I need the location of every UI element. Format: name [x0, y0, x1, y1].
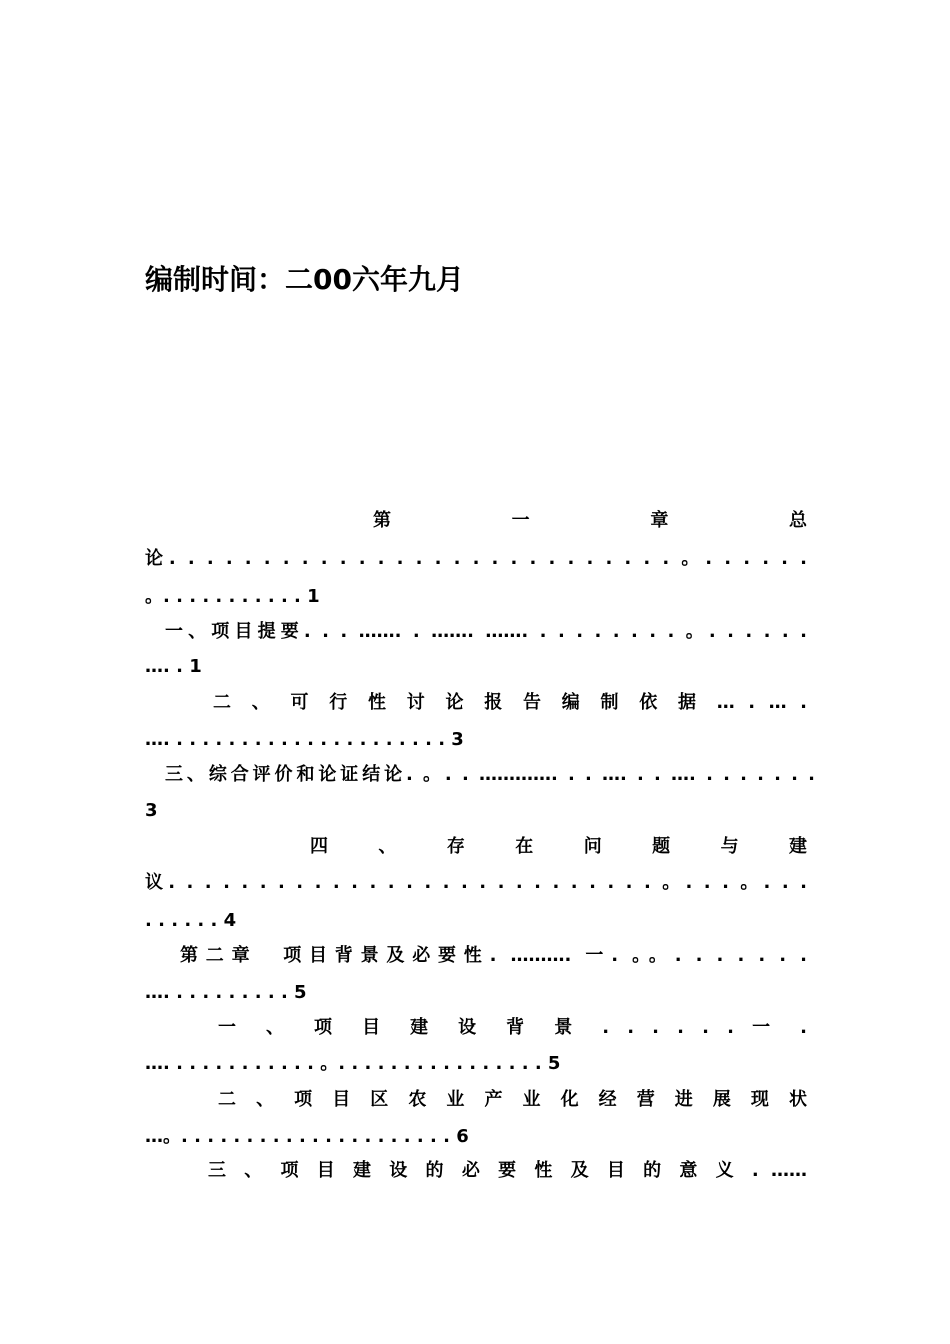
toc-line: …。. . . . . . . . . . . . . . . . . . . . . 6: [145, 1126, 469, 1147]
toc-line: …. . . . . . . . . . 5: [145, 982, 307, 1003]
toc-line: 三 、 项 目 建 设 的 必 要 性 及 目 的 意 义 . ……: [208, 1160, 807, 1181]
toc-line: 一 、 项 目 建 设 背 景 . . . . . . 一 .: [218, 1017, 807, 1038]
toc-line: …. . . . . . . . . . . . . . . . . . . . . . 3: [145, 729, 464, 750]
toc-line: 3: [145, 800, 158, 821]
compile-date-line: 编制时间：二00六年九月: [145, 263, 464, 296]
toc-line: 三、综合评价和论证结论. 。. . …………. . . …. . . …. . . . . . . .: [165, 764, 815, 785]
toc-line: 论. . . . . . . . . . . . . . . . . . . . . . . . . . . 。. . . . . .: [145, 548, 807, 569]
toc-line: …. . . . . . . . . . . . 。. . . . . . . . . . . . . . . . 5: [145, 1053, 561, 1074]
toc-line: . . . . . . 4: [145, 910, 237, 931]
toc-line: 第二章 项目背景及必要性. ………. 一. 。。. . . . . . .: [180, 945, 807, 966]
toc-line: 议. . . . . . . . . . . . . . . . . . . . . . . . . . . 。. . . 。. . .: [145, 872, 807, 893]
toc-line: 二 、 项 目 区 农 业 产 业 化 经 营 进 展 现 状: [218, 1089, 807, 1110]
toc-line: 一、项目提要. . . ……. . ……. ……. . . . . . . . . 。. . . . . .: [165, 621, 807, 642]
toc-line: …. . 1: [145, 656, 202, 677]
toc-line: 二 、 可 行 性 讨 论 报 告 编 制 依 据 … . … .: [213, 692, 807, 713]
toc-line: 第 一 章 总: [373, 510, 807, 531]
toc-line: 。. . . . . . . . . . . 1: [145, 586, 320, 607]
toc-line: 四 、 存 在 问 题 与 建: [310, 836, 807, 857]
